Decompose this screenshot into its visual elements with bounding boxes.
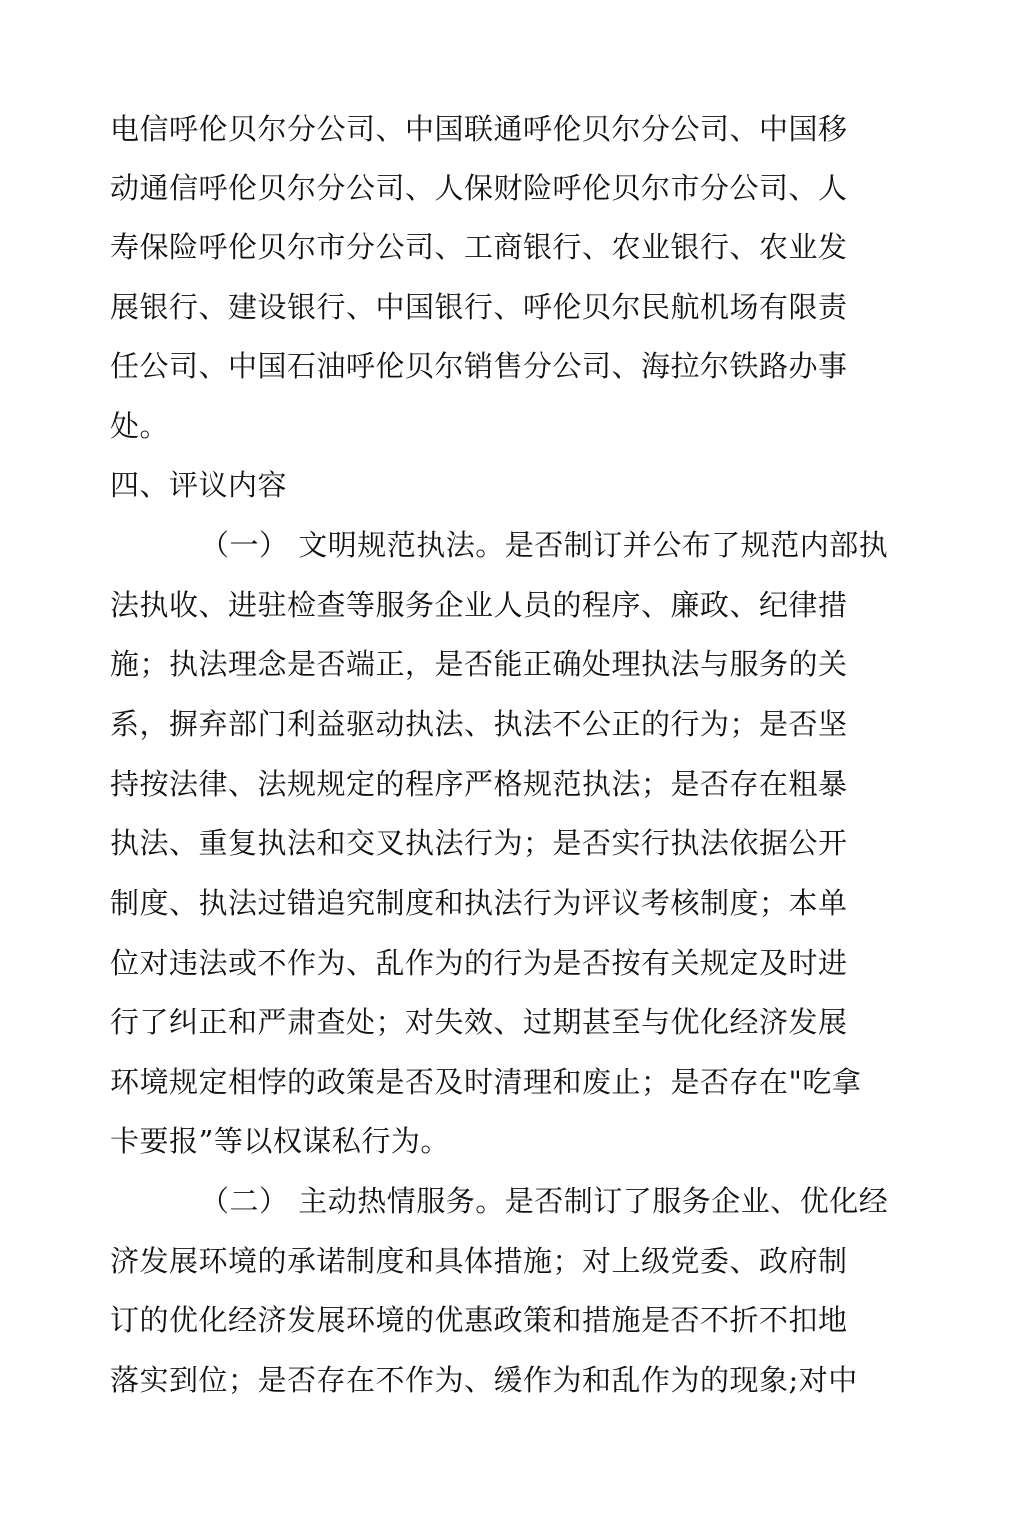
text-line: 施；执法理念是否端正，是否能正确处理执法与服务的关 bbox=[110, 647, 848, 681]
text-line: 环境规定相悖的政策是否及时清理和废止；是否存在"吃拿 bbox=[110, 1065, 862, 1099]
text-line: 任公司、中国石油呼伦贝尔销售分公司、海拉尔铁路办事 bbox=[110, 349, 848, 383]
text-line: 订的优化经济发展环境的优惠政策和措施是否不折不扣地 bbox=[110, 1303, 848, 1337]
text-line: 位对违法或不作为、乱作为的行为是否按有关规定及时进 bbox=[110, 946, 848, 980]
text-line: 展银行、建设银行、中国银行、呼伦贝尔民航机场有限责 bbox=[110, 290, 848, 324]
text-line: 动通信呼伦贝尔分公司、人保财险呼伦贝尔市分公司、人 bbox=[110, 171, 848, 205]
paragraph-first-line: （二） 主动热情服务。是否制订了服务企业、优化经 bbox=[200, 1184, 889, 1218]
text-line: 寿保险呼伦贝尔市分公司、工商银行、农业银行、农业发 bbox=[110, 230, 848, 264]
text-line: 法执收、进驻检查等服务企业人员的程序、廉政、纪律措 bbox=[110, 588, 848, 622]
text-line: 制度、执法过错追究制度和执法行为评议考核制度；本单 bbox=[110, 886, 848, 920]
text-line: 电信呼伦贝尔分公司、中国联通呼伦贝尔分公司、中国移 bbox=[110, 112, 848, 146]
text-line: 行了纠正和严肃查处；对失效、过期甚至与优化经济发展 bbox=[110, 1005, 848, 1039]
text-line: 处。 bbox=[110, 409, 170, 443]
text-line: 系，摒弃部门利益驱动执法、执法不公正的行为；是否坚 bbox=[110, 707, 848, 741]
text-line: 持按法律、法规规定的程序严格规范执法；是否存在粗暴 bbox=[110, 767, 848, 801]
paragraph-first-line: （一） 文明规范执法。是否制订并公布了规范内部执 bbox=[200, 528, 889, 562]
text-line: 济发展环境的承诺制度和具体措施；对上级党委、政府制 bbox=[110, 1244, 848, 1278]
text-line: 卡要报”等以权谋私行为。 bbox=[110, 1124, 450, 1158]
section-heading: 四、评议内容 bbox=[110, 468, 288, 502]
text-line: 落实到位；是否存在不作为、缓作为和乱作为的现象;对中 bbox=[110, 1363, 858, 1397]
text-line: 执法、重复执法和交叉执法行为；是否实行执法依据公开 bbox=[110, 826, 848, 860]
